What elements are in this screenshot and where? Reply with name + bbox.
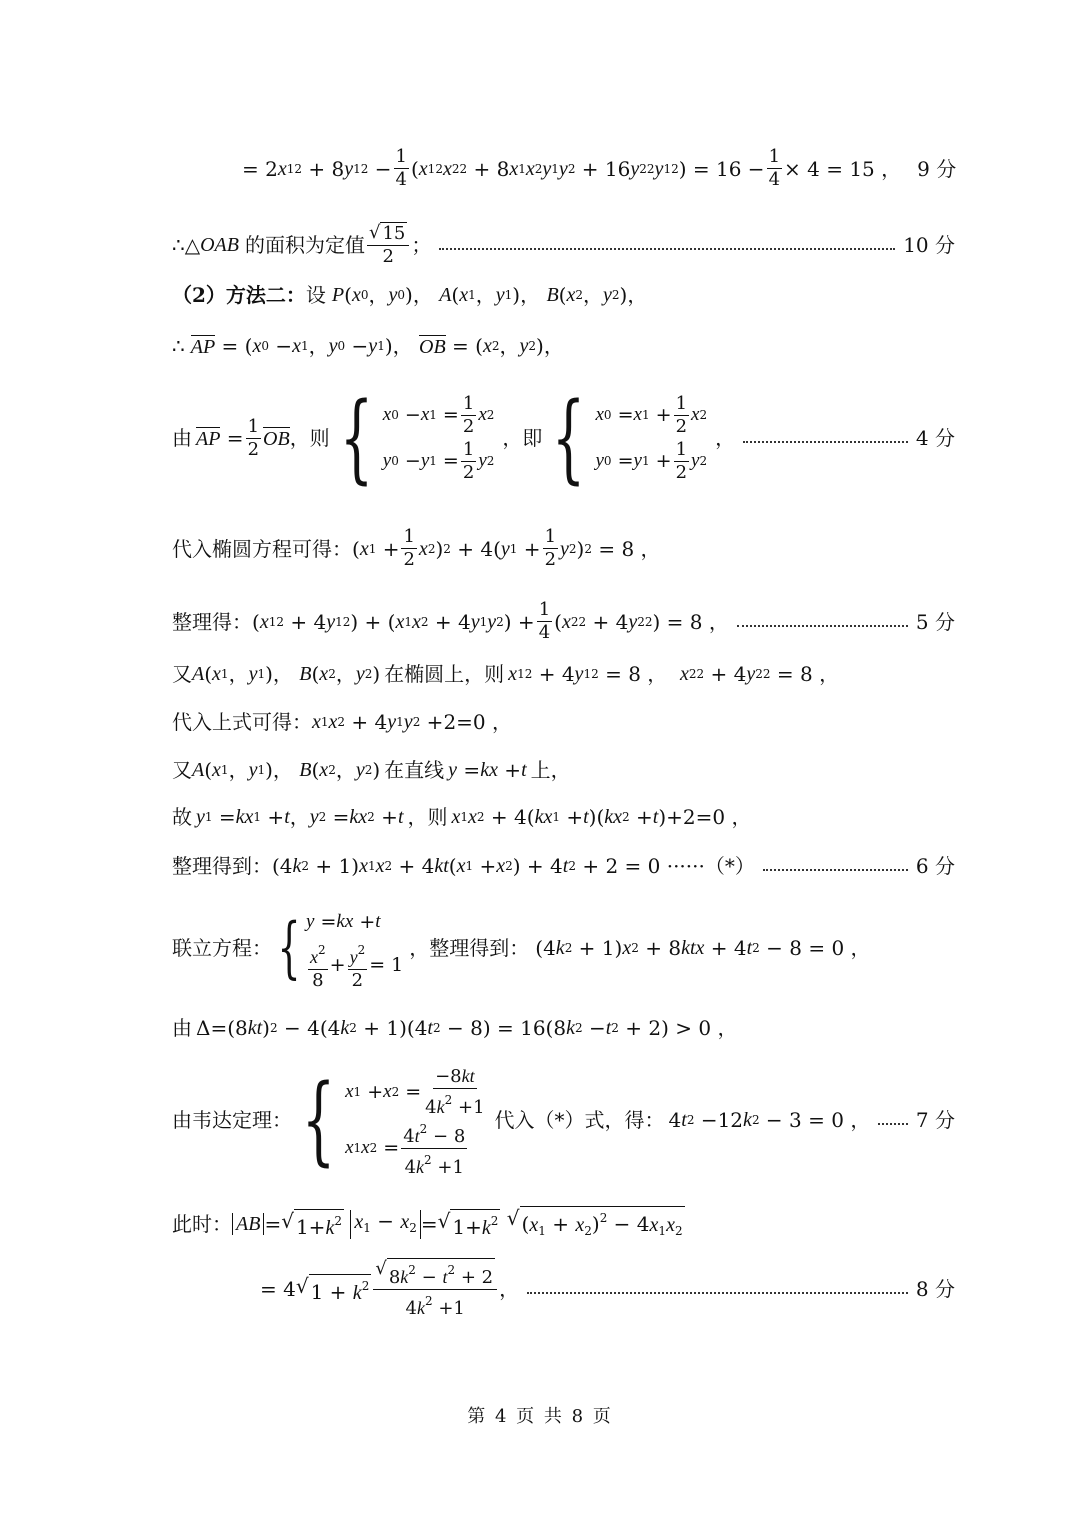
score-label: 7 分	[915, 1108, 955, 1132]
on-line-line: 又 A ( x 1 ， y 1 )， B ( x 2 ， y 2 ) 在直线 y = kx + t 上，	[172, 758, 571, 782]
on-ellipse-line: 又 A ( x 1 ， y 1 )， B ( x 2 ， y 2 ) 在椭圆上，则 x 1 2 + 4 y 1 2 = 8 ， x 2 2 + 4 y 2 2 = 8 ，	[172, 662, 840, 686]
substitution-line: 代入椭圆方程可得： ( x 1 + $\frac{1}{2}$ x 2 ) 2 + 4( y 1 + $\frac{1}{2}$ y 2 ) 2 = 8 ，	[172, 526, 661, 570]
equation-line-1: = 2 x 1 2 + 8 y 1 2 − $\frac{1}{4}$ ( x 1 2 x 2 2 + 8 x 1 x 2 y 1 y 2 + 16 y 2 2 y 1 2 ) = 16 − $\frac{1}{4}$ × 4 = 15 ， 9 分	[242, 146, 957, 190]
page-footer: 第 4 页 共 8 页	[467, 1406, 613, 1427]
simplify-line: 整理得： ( x 1 2 + 4 y 1 2 ) + ( x 1 x 2 + 4 y 1 y 2 ) + $\frac{1}{4}$ ( x 2 2 + 4 y 2 2 ) = 8 ， 5 分	[172, 599, 955, 643]
vector-system-line: 由 AP = $\frac{1}{2}$ OB ，则 { x 0 − x 1 = $\frac{1}{2}$ x 2 y 0 − y 1 = $\frac{1}{2}$ y 2 ，即 { x 0 = x 1 + $\frac{1}{2}$ x 2 y 0 = y 1 + $\frac{1}{2}$ y 2 ， 4 分	[172, 382, 955, 494]
substitute-above-line: 代入上式可得： x 1 x 2 + 4 y 1 y 2 +2=0 ，	[172, 710, 513, 734]
vieta-line: 由韦达定理： { x 1 + x 2 = $\frac{-8kt}{4k^2 +1}$ x 1 x 2 = $\frac{4t^2 - 8}{4k^2 +1}$ 代入（*）式，得： 4 t 2 −12 k 2 − 3 = 0 ， 7 分	[172, 1064, 955, 1178]
area-fraction: √ 15 2	[367, 222, 409, 268]
score-label: 6 分	[915, 854, 955, 878]
score-label: 5 分	[915, 609, 955, 634]
dot-leader	[527, 1292, 908, 1294]
conclusion-line: ∴△ OAB 的面积为定值 √ 15 2 ； 10 分	[172, 222, 955, 267]
conclusion-text: 的面积为定值	[245, 233, 365, 257]
star-equation-line: 整理得到： (4 k 2 + 1) x 1 x 2 + 4 kt ( x 1 + x 2 ) + 4 t 2 + 2 = 0 ······ （*） 6 分	[172, 854, 955, 878]
score-label: 8 分	[915, 1277, 955, 1301]
dot-leader	[439, 248, 895, 250]
chord-length-line: 此时： AB = √ $1+k^2$ $x_1 - x_2$ = √ $1+k^2$ √ $(x_1 + x_2)^2 - 4x_1x_2$	[172, 1192, 955, 1252]
dot-leader	[737, 625, 908, 627]
chord-result-line: = 4 √ $1 + k^2$ √ $8k^2 - t^2 + 2$ $4k^2 +1$ ， 8 分	[260, 1258, 955, 1319]
discriminant-line: 由 Δ=(8 kt ) 2 − 4(4 k 2 + 1)(4 t 2 − 8) = 16(8 k 2 − t 2 + 2) > 0 ，	[172, 1016, 738, 1040]
score-label: 10 分	[903, 233, 955, 257]
triangle-name: OAB	[200, 234, 239, 256]
vector-line: ∴ AP = ( x 0 − x 1 ， y 0 − y 1 )， OB = ( x 2 ， y 2 )，	[172, 334, 564, 358]
line-substitution-line: 故 y 1 = kx 1 + t ， y 2 = kx 2 + t ，则 x 1 x 2 + 4( kx 1 + t )( kx 2 + t )+2=0 ，	[172, 805, 752, 829]
therefore-symbol: ∴△	[172, 233, 201, 257]
score-label: 9 分	[917, 156, 957, 181]
method-two-line: （2）方法二： 设 P ( x 0 ， y 0 )， A ( x 1 ， y 1 )， B ( x 2 ， y 2 )，	[172, 283, 648, 307]
method-label: （2）方法二：	[172, 283, 306, 307]
dot-leader	[763, 869, 908, 871]
dot-leader	[878, 1123, 908, 1125]
score-label: 4 分	[915, 426, 955, 450]
dot-leader	[743, 441, 908, 443]
combined-system-line: 联立方程： { y = kx + t $\frac{x^2}{8}$ + $\frac{y^2}{2}$ = 1 ，整理得到： (4 k 2 + 1) x 2 + 8 ktx + 4 t 2 − 8 = 0 ，	[172, 909, 871, 991]
